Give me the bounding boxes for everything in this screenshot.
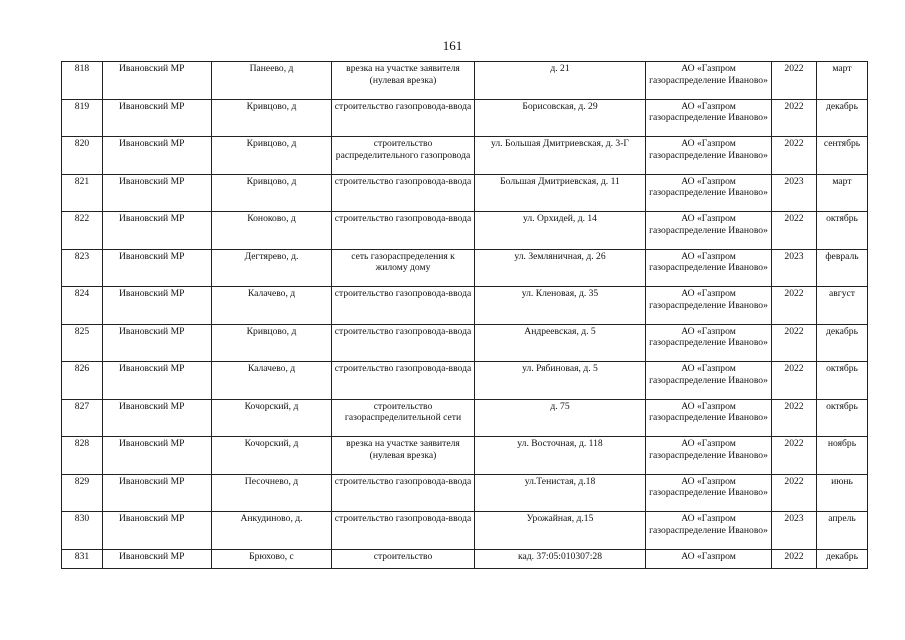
cell-year: 2023: [772, 174, 817, 212]
cell-settlement: Кочорский, д: [212, 437, 332, 475]
cell-settlement: Дегтярево, д.: [212, 249, 332, 287]
table-row: [62, 62, 868, 100]
cell-month: декабрь: [817, 324, 868, 362]
cell-settlement: Кривцово, д: [212, 137, 332, 175]
cell-year: 2022: [772, 137, 817, 175]
cell-district: Ивановский МР: [103, 549, 212, 568]
cell-work-type: строительство газопровода-ввода: [332, 362, 475, 400]
cell-work-type: строительство газопровода-ввода: [332, 287, 475, 325]
cell-address: Большая Дмитриевская, д. 11: [475, 174, 646, 212]
table-row: [62, 212, 868, 250]
cell-month: декабрь: [817, 549, 868, 568]
cell-address: Урожайная, д.15: [475, 512, 646, 550]
cell-year: 2022: [772, 474, 817, 512]
cell-organization: АО «Газпром газораспределение Иваново»: [646, 99, 772, 137]
table-row: [62, 399, 868, 437]
cell-month: сентябрь: [817, 137, 868, 175]
cell-address: Борисовская, д. 29: [475, 99, 646, 137]
cell-row-number: 830: [62, 512, 103, 550]
cell-settlement: Коноково, д: [212, 212, 332, 250]
cell-work-type: сеть газораспределения к жилому дому: [332, 249, 475, 287]
cell-month: октябрь: [817, 362, 868, 400]
cell-month: декабрь: [817, 99, 868, 137]
table-body: [62, 62, 868, 569]
cell-address: кад. 37:05:010307:28: [475, 549, 646, 568]
cell-work-type: строительство газопровода-ввода: [332, 512, 475, 550]
gas-connection-table: [61, 61, 868, 569]
cell-year: 2022: [772, 324, 817, 362]
cell-work-type: строительство газопровода-ввода: [332, 212, 475, 250]
cell-district: Ивановский МР: [103, 362, 212, 400]
cell-year: 2022: [772, 549, 817, 568]
cell-year: 2023: [772, 512, 817, 550]
cell-year: 2022: [772, 399, 817, 437]
table-row: [62, 287, 868, 325]
cell-month: март: [817, 62, 868, 100]
table-row: [62, 137, 868, 175]
cell-district: Ивановский МР: [103, 249, 212, 287]
cell-address: ул.Тенистая, д.18: [475, 474, 646, 512]
page-number: 161: [442, 38, 463, 53]
cell-row-number: 819: [62, 99, 103, 137]
cell-district: Ивановский МР: [103, 212, 212, 250]
cell-address: ул. Орхидей, д. 14: [475, 212, 646, 250]
cell-district: Ивановский МР: [103, 324, 212, 362]
cell-organization: АО «Газпром газораспределение Иваново»: [646, 287, 772, 325]
cell-row-number: 829: [62, 474, 103, 512]
cell-settlement: Анкудиново, д.: [212, 512, 332, 550]
table-row: [62, 437, 868, 475]
cell-month: август: [817, 287, 868, 325]
cell-organization: АО «Газпром газораспределение Иваново»: [646, 174, 772, 212]
table-row: [62, 174, 868, 212]
cell-district: Ивановский МР: [103, 99, 212, 137]
cell-district: Ивановский МР: [103, 62, 212, 100]
cell-organization: АО «Газпром: [646, 549, 772, 568]
cell-work-type: строительство газопровода-ввода: [332, 99, 475, 137]
cell-year: 2022: [772, 212, 817, 250]
cell-month: март: [817, 174, 868, 212]
cell-row-number: 820: [62, 137, 103, 175]
cell-work-type: строительство газопровода-ввода: [332, 174, 475, 212]
cell-address: ул. Земляничная, д. 26: [475, 249, 646, 287]
cell-settlement: Калачево, д: [212, 287, 332, 325]
cell-district: Ивановский МР: [103, 137, 212, 175]
cell-settlement: Кривцово, д: [212, 99, 332, 137]
cell-address: д. 75: [475, 399, 646, 437]
cell-district: Ивановский МР: [103, 474, 212, 512]
cell-work-type: строительство распределительного газопровода: [332, 137, 475, 175]
cell-work-type: строительство газопровода-ввода: [332, 474, 475, 512]
cell-row-number: 821: [62, 174, 103, 212]
cell-year: 2023: [772, 249, 817, 287]
cell-district: Ивановский МР: [103, 512, 212, 550]
cell-month: октябрь: [817, 212, 868, 250]
cell-organization: АО «Газпром газораспределение Иваново»: [646, 212, 772, 250]
cell-month: апрель: [817, 512, 868, 550]
table-row: [62, 324, 868, 362]
cell-organization: АО «Газпром газораспределение Иваново»: [646, 62, 772, 100]
cell-month: февраль: [817, 249, 868, 287]
cell-work-type: строительство газопровода-ввода: [332, 324, 475, 362]
cell-organization: АО «Газпром газораспределение Иваново»: [646, 474, 772, 512]
cell-year: 2022: [772, 287, 817, 325]
cell-settlement: Кривцово, д: [212, 174, 332, 212]
table-row: [62, 362, 868, 400]
cell-row-number: 825: [62, 324, 103, 362]
cell-address: ул. Кленовая, д. 35: [475, 287, 646, 325]
cell-month: октябрь: [817, 399, 868, 437]
table-row: [62, 512, 868, 550]
cell-address: ул. Рябиновая, д. 5: [475, 362, 646, 400]
cell-row-number: 823: [62, 249, 103, 287]
cell-settlement: Брюхово, с: [212, 549, 332, 568]
cell-district: Ивановский МР: [103, 399, 212, 437]
table-row: [62, 99, 868, 137]
cell-organization: АО «Газпром газораспределение Иваново»: [646, 437, 772, 475]
cell-organization: АО «Газпром газораспределение Иваново»: [646, 249, 772, 287]
cell-settlement: Кривцово, д: [212, 324, 332, 362]
cell-row-number: 826: [62, 362, 103, 400]
cell-row-number: 828: [62, 437, 103, 475]
cell-year: 2022: [772, 437, 817, 475]
cell-organization: АО «Газпром газораспределение Иваново»: [646, 324, 772, 362]
cell-month: июнь: [817, 474, 868, 512]
cell-settlement: Калачево, д: [212, 362, 332, 400]
cell-address: д. 21: [475, 62, 646, 100]
cell-row-number: 822: [62, 212, 103, 250]
cell-row-number: 827: [62, 399, 103, 437]
cell-organization: АО «Газпром газораспределение Иваново»: [646, 399, 772, 437]
cell-settlement: Панеево, д: [212, 62, 332, 100]
table-row: [62, 249, 868, 287]
cell-organization: АО «Газпром газораспределение Иваново»: [646, 362, 772, 400]
cell-address: Андреевская, д. 5: [475, 324, 646, 362]
cell-district: Ивановский МР: [103, 174, 212, 212]
table-row: [62, 474, 868, 512]
cell-organization: АО «Газпром газораспределение Иваново»: [646, 137, 772, 175]
cell-row-number: 818: [62, 62, 103, 100]
cell-year: 2022: [772, 99, 817, 137]
cell-month: ноябрь: [817, 437, 868, 475]
cell-district: Ивановский МР: [103, 437, 212, 475]
cell-work-type: врезка на участке заявителя (нулевая врезка): [332, 437, 475, 475]
cell-row-number: 824: [62, 287, 103, 325]
cell-address: ул. Большая Дмитриевская, д. 3-Г: [475, 137, 646, 175]
cell-district: Ивановский МР: [103, 287, 212, 325]
table-row: [62, 549, 868, 568]
cell-settlement: Песочнево, д: [212, 474, 332, 512]
cell-address: ул. Восточная, д. 118: [475, 437, 646, 475]
cell-work-type: строительство газораспределительной сети: [332, 399, 475, 437]
cell-year: 2022: [772, 362, 817, 400]
cell-year: 2022: [772, 62, 817, 100]
cell-organization: АО «Газпром газораспределение Иваново»: [646, 512, 772, 550]
cell-work-type: строительство: [332, 549, 475, 568]
cell-row-number: 831: [62, 549, 103, 568]
cell-settlement: Кочорский, д: [212, 399, 332, 437]
cell-work-type: врезка на участке заявителя (нулевая врезка): [332, 62, 475, 100]
